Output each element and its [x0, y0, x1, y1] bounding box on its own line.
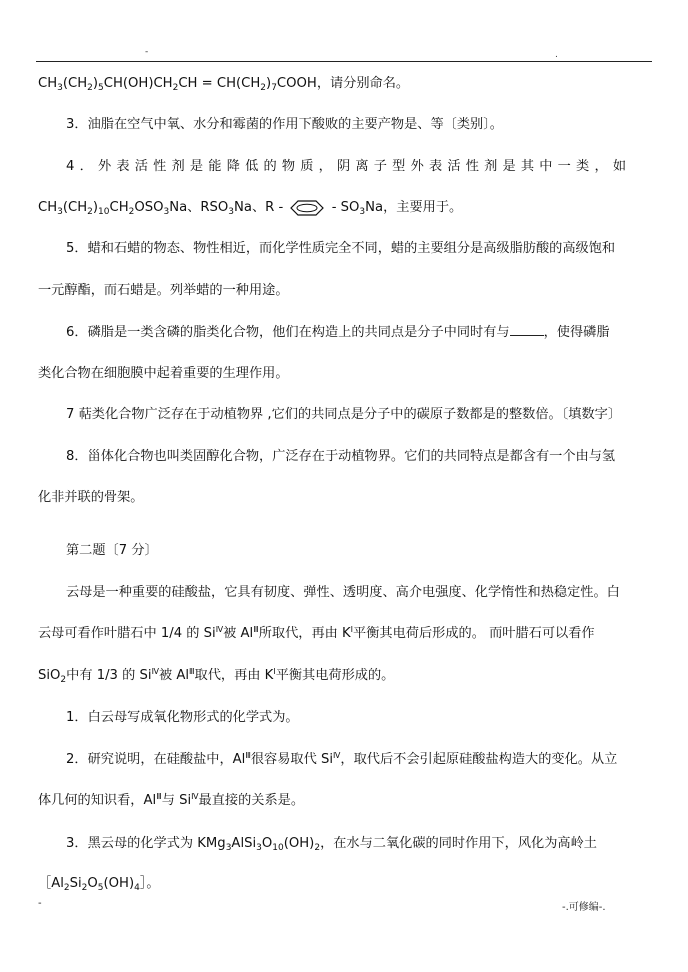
- benzene-ring-icon: [289, 200, 325, 216]
- question-3: 3．油脂在空气中氧、水分和霉菌的作用下酸败的主要产物是、等〔类别〕。: [66, 117, 503, 132]
- question-8-line2: 化非并联的骨架。: [38, 490, 144, 505]
- question-5-line2: 一元醇酯，而石蜡是。列举蜡的一种用途。: [38, 283, 289, 298]
- question-7: 7 萜类化合物广泛存在于动植物界 ,它们的共同点是分子中的碳原子数都是的整数倍。〔填数字〕: [66, 407, 622, 422]
- header-rule: [36, 61, 652, 62]
- fill-in-blank: [510, 323, 544, 336]
- footer-editable-note: -.可修编-.: [562, 902, 606, 913]
- question-6-line2: 类化合物在细胞膜中起着重要的生理作用。: [38, 366, 289, 381]
- header-mark-right: .: [555, 50, 558, 60]
- subquestion-3-line2: $[Al_2Si_2O_5(OH)_4]$。: [38, 876, 160, 893]
- q2-formula-line: $CH_3(CH_2)_5CH(OH)CH_2CH$ = $CH(CH_2)_7COOH$，请分别命名。: [38, 76, 410, 93]
- question-4-line2: $CH_3(CH_2)_{10}CH_2OSO_3Na$、$RSO_3Na$、R - - $SO_3Na$，主要用于。: [38, 200, 463, 217]
- question-6-line1: 6．磷脂是一类含磷的脂类化合物，他们在构造上的共同点是分子中同时有与 ，使得磷脂: [66, 325, 610, 340]
- passage-line1: 云母是一种重要的硅酸盐，它具有韧度、弹性、透明度、高介电强度、化学惰性和热稳定性。白: [66, 585, 620, 600]
- question-8-line1: 8．甾体化合物也叫类固醇化合物，广泛存在于动植物界。它们的共同特点是都含有一个由与氢: [66, 449, 616, 464]
- question-5-line1: 5．蜡和石蜡的物态、物性相近，而化学性质完全不同，蜡的主要组分是高级脂肪酸的高级饱和: [66, 241, 616, 256]
- section-2-title: 第二题〔7 分〕: [66, 543, 158, 558]
- subquestion-2-line1: 2．研究说明，在硅酸盐中，$Al^Ⅲ$很容易取代 $Si^Ⅳ$，取代后不会引起原硅酸盐构造大的变化。从立: [66, 751, 618, 767]
- passage-line2: 云母可看作叶腊石中 1/4 的 $Si^Ⅳ$被 $Al^Ⅲ$所取代，再由 $K^Ⅰ$平衡其电荷后形成的。 而叶腊石可以看作: [38, 625, 595, 641]
- subquestion-1: 1．白云母写成氧化物形式的化学式为。: [66, 710, 299, 725]
- subquestion-3-line1: 3．黑云母的化学式为 $KMg_3AlSi_3O_{10}(OH)_2$，在水与二氧化碳的同时作用下，风化为高岭土: [66, 836, 597, 853]
- header-mark-left: -: [145, 47, 149, 57]
- passage-line3: SiO$_2$中有 1/3 的 $Si^Ⅳ$被 $Al^Ⅲ$取代，再由 $K^Ⅰ$平衡其电荷形成的。: [38, 667, 395, 685]
- subquestion-2-line2: 体几何的知识看，$Al^Ⅲ$与 $Si^Ⅳ$最直接的关系是。: [38, 792, 305, 808]
- footer-left-mark: -: [38, 898, 42, 909]
- question-4-line1: 4．外表活性剂是能降低的物质，阴离子型外表活性剂是其中一类，如: [66, 159, 632, 174]
